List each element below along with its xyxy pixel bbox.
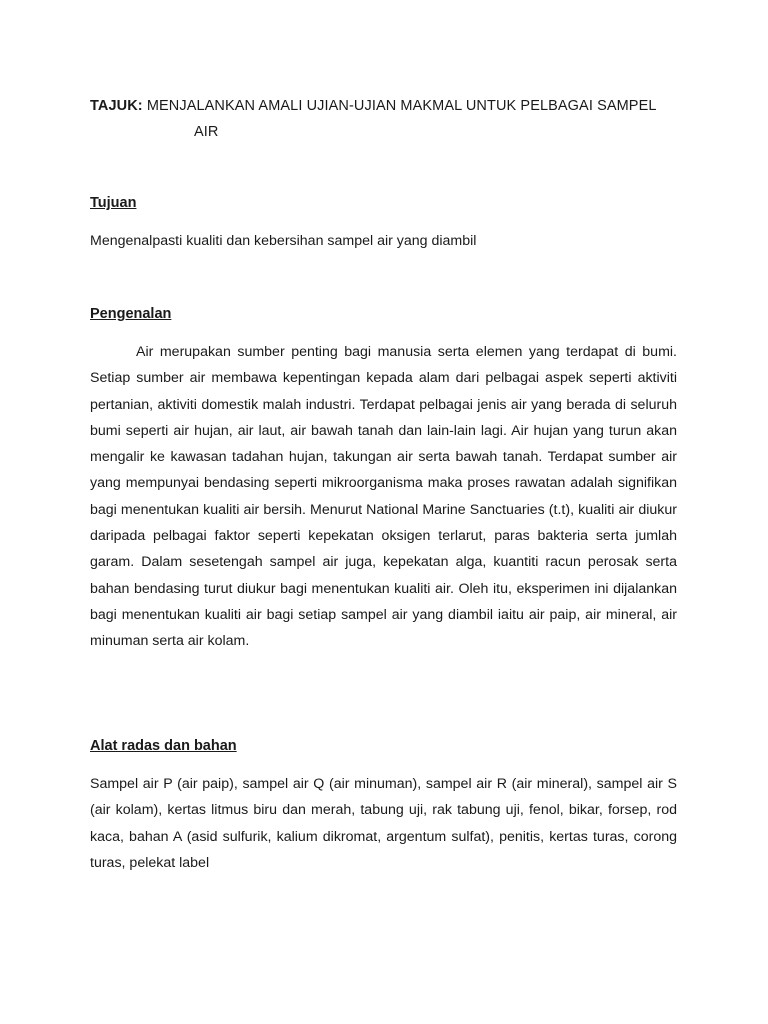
heading-tujuan: Tujuan xyxy=(90,195,137,211)
heading-alat-radas: Alat radas dan bahan xyxy=(90,738,237,754)
paragraph-alat-radas: Sampel air P (air paip), sampel air Q (air minuman), sampel air R (air mineral), sampel air S (air kolam), kertas litmus biru dan merah, tabung uji, rak tabung uji, fenol, bikar, forsep, rod kaca, bahan A (asid sulfurik, kalium dikromat, argentum sulfat), penitis, kertas turas, corong turas, pelekat label xyxy=(90,776,677,871)
document-title xyxy=(90,93,690,145)
paragraph-tujuan: Mengenalpasti kualiti dan kebersihan sampel air yang diambil xyxy=(90,233,477,249)
title-text-line2: AIR xyxy=(194,124,219,140)
paragraph-pengenalan: Air merupakan sumber penting bagi manusia serta elemen yang terdapat di bumi. Setiap sumber air membawa kepentingan kepada alam dari pelbagai aspek seperti aktiviti pertanian, aktiviti domestik malah industri. Terdapat pelbagai jenis air yang berada di seluruh bumi seperti air hujan, air laut, air bawah tanah dan lain-lain lagi. Air hujan yang turun akan mengalir ke kawasan tadahan hujan, takungan air serta bawah tanah. Terdapat sumber air yang mempunyai bendasing seperti mikroorganisma maka proses rawatan adalah signifikan bagi menentukan kualiti air bersih. Menurut National Marine Sanctuaries (t.t), kualiti air diukur daripada pelbagai faktor seperti kepekatan oksigen terlarut, paras bakteria serta jumlah garam. Dalam sesetengah sampel air juga, kepekatan alga, kuantiti racun perosak serta bahan bendasing turut diukur bagi menentukan kualiti air. Oleh itu, eksperimen ini dijalankan bagi menentukan kualiti air bagi setiap sampel air yang diambil iaitu air paip, air mineral, air minuman serta air kolam. xyxy=(90,344,677,650)
title-label: TAJUK: xyxy=(90,98,143,114)
title-text-line1: MENJALANKAN AMALI UJIAN-UJIAN MAKMAL UNTUK PELBAGAI SAMPEL xyxy=(146,98,657,114)
heading-pengenalan: Pengenalan xyxy=(90,306,172,322)
